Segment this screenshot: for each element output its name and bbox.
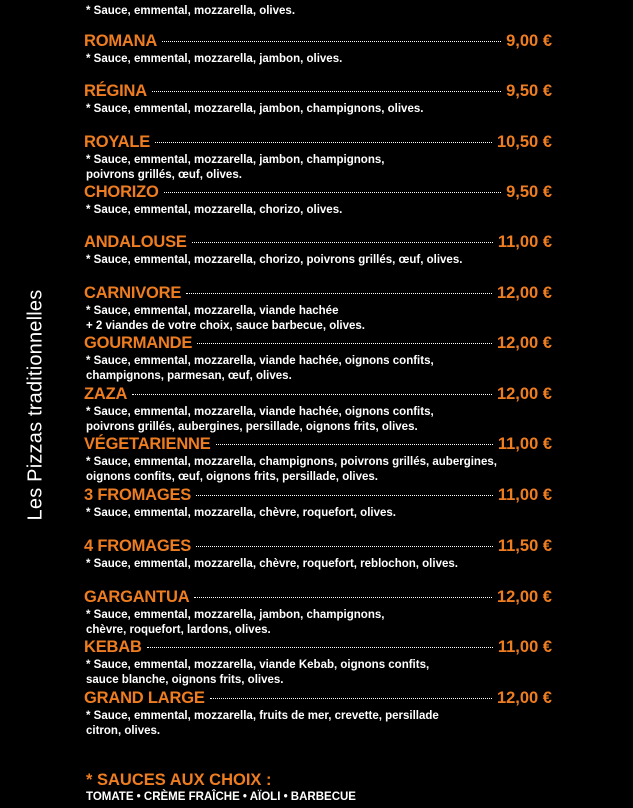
item-name: GOURMANDE bbox=[84, 334, 193, 352]
dot-leader bbox=[197, 343, 492, 344]
menu-item-4-fromages bbox=[84, 536, 552, 572]
menu-item-zaza bbox=[84, 384, 552, 435]
dot-leader bbox=[147, 647, 493, 648]
item-price: 12,00 € bbox=[496, 689, 552, 707]
item-name: CARNIVORE bbox=[84, 284, 182, 302]
item-description: * Sauce, emmental, mozzarella, viande hachée, oignons confits, champignons, parmesan, œuf, olives. bbox=[86, 355, 434, 382]
dot-leader bbox=[132, 394, 492, 395]
menu-item-carnivore bbox=[84, 283, 552, 334]
dot-leader bbox=[196, 495, 493, 496]
sauces-list: TOMATE • CRÈME FRAÎCHE • AÏOLI • BARBECUE bbox=[86, 791, 356, 803]
menu-item-grand-large bbox=[84, 688, 552, 739]
item-description: * Sauce, emmental, mozzarella, fruits de mer, crevette, persillade citron, olives. bbox=[86, 710, 439, 737]
item-name: ROMANA bbox=[84, 32, 158, 50]
dot-leader bbox=[155, 142, 492, 143]
item-description: * Sauce, emmental, mozzarella, viande hachée + 2 viandes de votre choix, sauce barbecue, olives. bbox=[86, 305, 366, 332]
dot-leader bbox=[152, 91, 501, 92]
item-price: 12,00 € bbox=[496, 334, 552, 352]
item-name: ZAZA bbox=[84, 385, 128, 403]
item-price: 12,00 € bbox=[496, 385, 552, 403]
item-name: CHORIZO bbox=[84, 183, 159, 201]
intro-description: * Sauce, emmental, mozzarella, olives. bbox=[86, 5, 296, 17]
item-price: 12,00 € bbox=[496, 588, 552, 606]
item-name: GARGANTUA bbox=[84, 588, 190, 606]
dot-leader bbox=[196, 546, 493, 547]
item-description: * Sauce, emmental, mozzarella, champignons, poivrons grillés, aubergines, oignons confits, œuf, oignons frits, persillade, olives. bbox=[86, 456, 497, 483]
menu-item-royale bbox=[84, 132, 552, 183]
menu-item-3-fromages bbox=[84, 485, 552, 521]
item-description: * Sauce, emmental, mozzarella, chorizo, poivrons grillés, œuf, olives. bbox=[86, 254, 463, 266]
item-price: 11,50 € bbox=[497, 537, 552, 555]
menu-item-romana bbox=[84, 31, 552, 67]
item-description: * Sauce, emmental, mozzarella, viande Kebab, oignons confits, sauce blanche, oignons frits, olives. bbox=[86, 659, 430, 686]
item-name: VÉGETARIENNE bbox=[84, 435, 211, 453]
item-description: * Sauce, emmental, mozzarella, chèvre, roquefort, reblochon, olives. bbox=[86, 558, 458, 570]
sauces-section bbox=[86, 770, 556, 805]
item-price: 12,00 € bbox=[496, 284, 552, 302]
dot-leader bbox=[194, 597, 491, 598]
sauces-title: * SAUCES AUX CHOIX : bbox=[86, 771, 272, 789]
dot-leader bbox=[210, 698, 492, 699]
menu-item-gargantua bbox=[84, 587, 552, 638]
item-description: * Sauce, emmental, mozzarella, chèvre, roquefort, olives. bbox=[86, 507, 396, 519]
menu-item-regina bbox=[84, 81, 552, 117]
item-price: 11,00 € bbox=[497, 486, 552, 504]
item-name: RÉGINA bbox=[84, 82, 147, 100]
item-name: KEBAB bbox=[84, 638, 142, 656]
item-price: 9,50 € bbox=[506, 183, 552, 201]
item-price: 9,50 € bbox=[506, 82, 552, 100]
menu-item-kebab bbox=[84, 637, 552, 688]
item-name: ANDALOUSE bbox=[84, 233, 187, 251]
dot-leader bbox=[192, 242, 493, 243]
menu-item-andalouse bbox=[84, 232, 552, 268]
item-name: GRAND LARGE bbox=[84, 689, 205, 707]
item-description: * Sauce, emmental, mozzarella, jambon, champignons, poivrons grillés, œuf, olives. bbox=[86, 154, 385, 181]
item-price: 11,00 € bbox=[497, 233, 552, 251]
item-description: * Sauce, emmental, mozzarella, chorizo, olives. bbox=[86, 204, 343, 216]
dot-leader bbox=[164, 192, 501, 193]
item-description: * Sauce, emmental, mozzarella, jambon, olives. bbox=[86, 53, 343, 65]
item-price: 11,00 € bbox=[497, 638, 552, 656]
item-name: 3 FROMAGES bbox=[84, 486, 192, 504]
item-name: 4 FROMAGES bbox=[84, 537, 192, 555]
item-price: 11,00 € bbox=[497, 435, 552, 453]
menu-item-chorizo bbox=[84, 182, 552, 218]
dot-leader bbox=[186, 293, 492, 294]
dot-leader bbox=[162, 41, 501, 42]
item-description: * Sauce, emmental, mozzarella, jambon, champignons, chèvre, roquefort, lardons, olives. bbox=[86, 609, 385, 636]
dot-leader bbox=[216, 444, 493, 445]
item-price: 10,50 € bbox=[496, 133, 552, 151]
item-description: * Sauce, emmental, mozzarella, jambon, champignons, olives. bbox=[86, 103, 424, 115]
item-name: ROYALE bbox=[84, 133, 151, 151]
menu-item-vegetarienne bbox=[84, 434, 552, 485]
item-description: * Sauce, emmental, mozzarella, viande hachée, oignons confits, poivrons grillés, aubergines, persillade, oignons frits, olives. bbox=[86, 406, 434, 433]
section-title: Les Pizzas traditionnelles bbox=[24, 289, 47, 521]
menu-item-gourmande bbox=[84, 333, 552, 384]
item-price: 9,00 € bbox=[506, 32, 552, 50]
